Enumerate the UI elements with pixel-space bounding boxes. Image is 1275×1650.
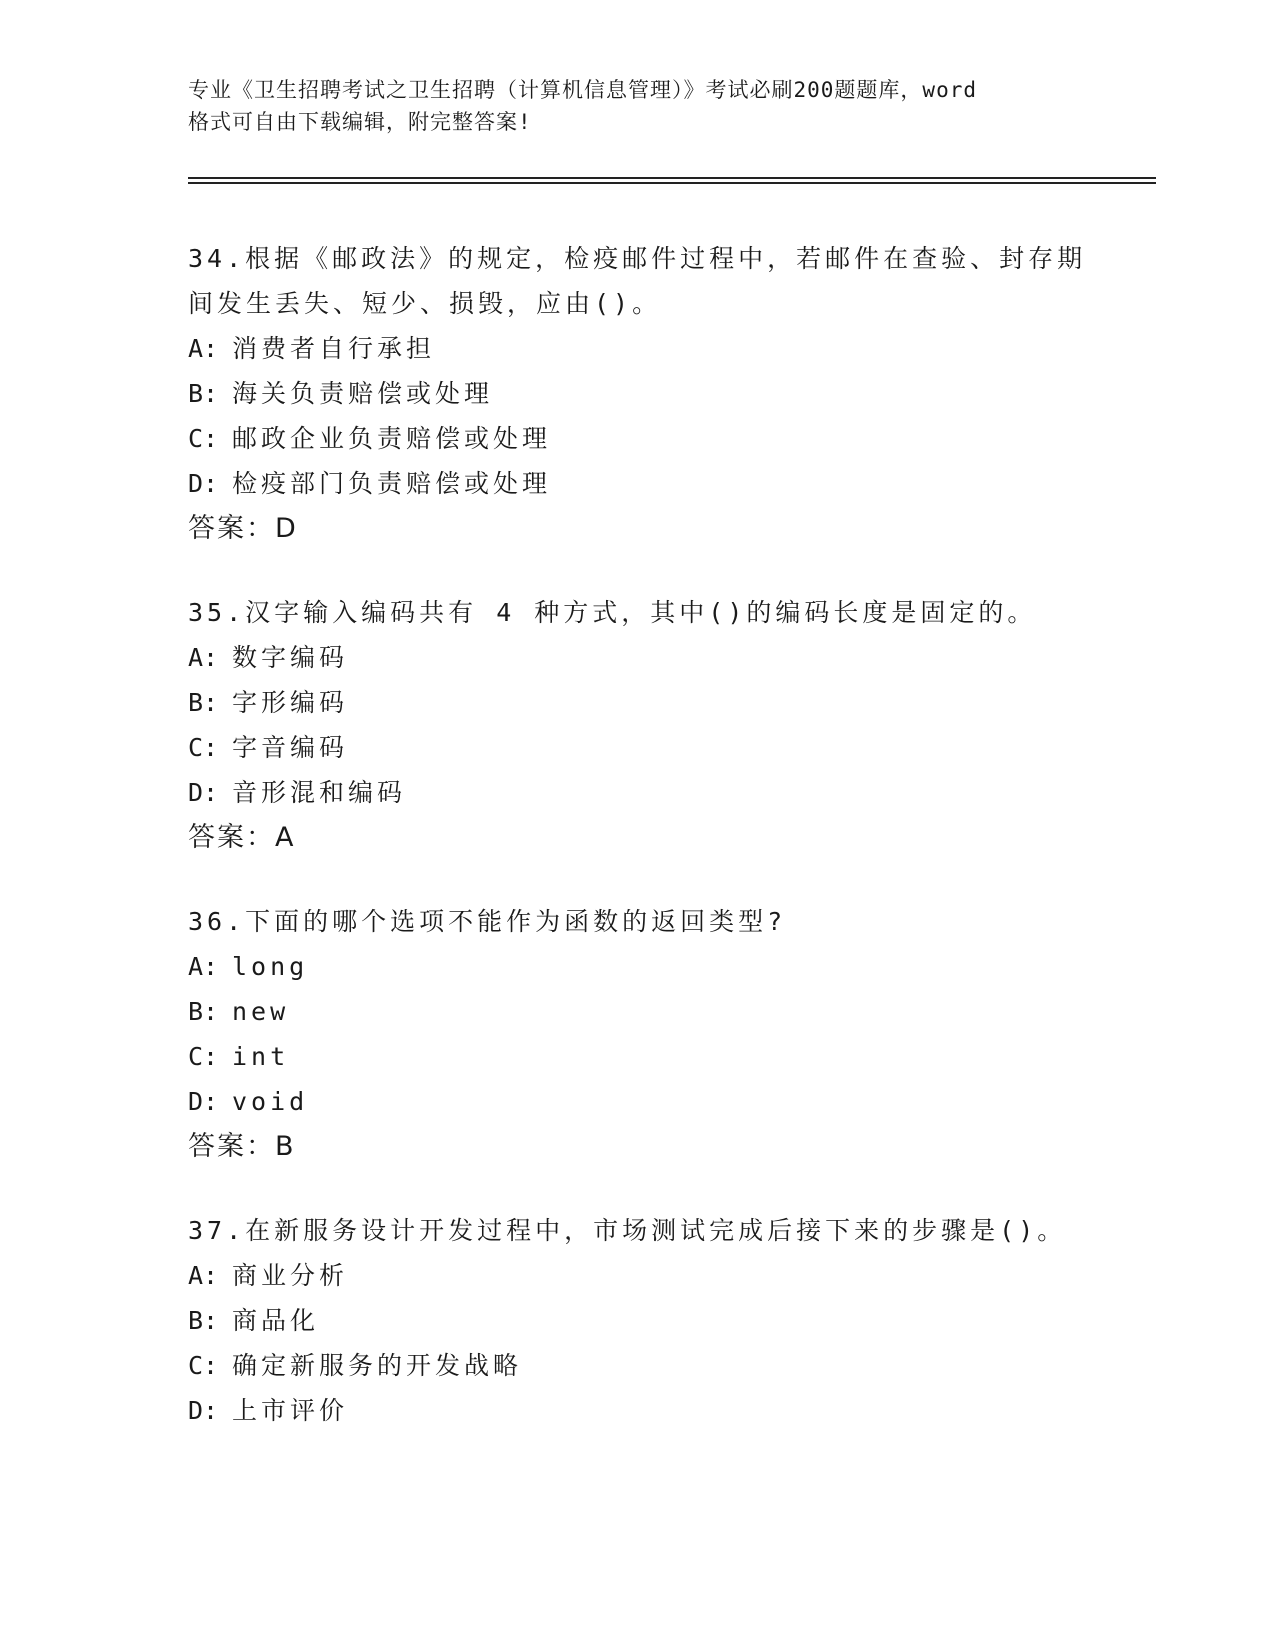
- option-text: 邮政企业负责赔偿或处理: [232, 424, 552, 453]
- option-letter: D:: [188, 1396, 219, 1425]
- answer-label: 答案：B: [188, 1131, 296, 1162]
- option-text: 上市评价: [232, 1396, 349, 1425]
- header-line-1: 专业《卫生招聘考试之卫生招聘（计算机信息管理）》考试必刷200题题库，word: [188, 78, 977, 102]
- option-text: 字形编码: [232, 688, 349, 717]
- option-c: [188, 725, 1088, 770]
- option-letter: C:: [188, 1351, 219, 1380]
- option-text: 海关负责赔偿或处理: [232, 379, 494, 408]
- option-letter: A:: [188, 1261, 219, 1290]
- option-d: [188, 1079, 1088, 1124]
- question-stem: 37.在新服务设计开发过程中，市场测试完成后接下来的步骤是()。: [188, 1216, 1067, 1245]
- option-letter: D:: [188, 778, 219, 807]
- option-letter: B:: [188, 688, 219, 717]
- answer-label: 答案：A: [188, 822, 296, 853]
- option-text: 字音编码: [232, 733, 349, 762]
- option-letter: A:: [188, 334, 219, 363]
- option-c: [188, 1034, 1088, 1079]
- option-text: 检疫部门负责赔偿或处理: [232, 469, 552, 498]
- header-divider-top: [188, 177, 1156, 179]
- option-d: [188, 770, 1088, 815]
- question-36: [188, 899, 1088, 1169]
- option-b: [188, 1298, 1088, 1343]
- header-divider-bottom: [188, 182, 1156, 184]
- option-a: [188, 326, 1088, 371]
- header-line-2: 格式可自由下载编辑，附完整答案!: [188, 110, 532, 134]
- option-text: 确定新服务的开发战略: [232, 1351, 523, 1380]
- option-letter: B:: [188, 379, 219, 408]
- question-stem-continued: 间发生丢失、短少、损毁，应由()。: [188, 289, 662, 318]
- option-c: [188, 416, 1088, 461]
- question-stem: 34.根据《邮政法》的规定，检疫邮件过程中，若邮件在查验、封存期: [188, 244, 1087, 273]
- option-text: 商业分析: [232, 1261, 349, 1290]
- option-letter: D:: [188, 1087, 219, 1116]
- option-text: 音形混和编码: [232, 778, 407, 807]
- option-text: 数字编码: [232, 643, 349, 672]
- question-stem: 35.汉字输入编码共有 4 种方式，其中()的编码长度是固定的。: [188, 598, 1037, 627]
- option-text: void: [232, 1087, 309, 1116]
- question-list: [188, 236, 1088, 1472]
- option-letter: C:: [188, 1042, 219, 1071]
- option-d: [188, 461, 1088, 506]
- option-b: [188, 989, 1088, 1034]
- option-text: 消费者自行承担: [232, 334, 436, 363]
- option-text: int: [232, 1042, 290, 1071]
- option-a: [188, 635, 1088, 680]
- option-c: [188, 1343, 1088, 1388]
- option-b: [188, 680, 1088, 725]
- question-stem: 36.下面的哪个选项不能作为函数的返回类型?: [188, 907, 787, 936]
- option-letter: C:: [188, 424, 219, 453]
- question-37: [188, 1208, 1088, 1433]
- option-letter: A:: [188, 952, 219, 981]
- option-text: new: [232, 997, 290, 1026]
- option-d: [188, 1388, 1088, 1433]
- option-letter: A:: [188, 643, 219, 672]
- option-letter: B:: [188, 997, 219, 1026]
- option-text: 商品化: [232, 1306, 320, 1335]
- answer-label: 答案：D: [188, 513, 298, 544]
- option-text: long: [232, 952, 309, 981]
- option-letter: B:: [188, 1306, 219, 1335]
- option-a: [188, 944, 1088, 989]
- question-34: [188, 236, 1088, 551]
- document-header: [188, 74, 1088, 138]
- option-a: [188, 1253, 1088, 1298]
- option-letter: C:: [188, 733, 219, 762]
- question-35: [188, 590, 1088, 860]
- option-b: [188, 371, 1088, 416]
- option-letter: D:: [188, 469, 219, 498]
